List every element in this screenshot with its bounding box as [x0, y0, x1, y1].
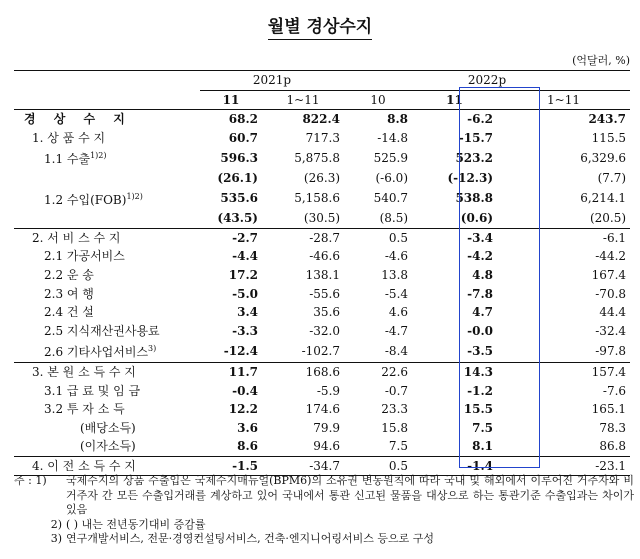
unit-label: (억달러, %)	[572, 54, 630, 67]
page-title: 월별 경상수지	[0, 12, 640, 37]
cell-value: (26.3)	[303, 170, 341, 185]
table-row	[14, 169, 630, 188]
cell-value: 138.1	[305, 267, 341, 282]
cell-value: 540.7	[373, 191, 409, 206]
table-row	[14, 228, 630, 247]
cell-value: -55.6	[309, 286, 341, 301]
cell-value: -32.4	[595, 323, 627, 338]
cell-value: -1.5	[200, 456, 262, 476]
cell-value: -3.3	[232, 323, 258, 338]
cell-value: -5.4	[384, 286, 409, 301]
cell-value: 525.9	[373, 150, 409, 165]
row-label: 2.6 기타사업서비스$^{3)}$	[44, 344, 157, 360]
cell-value: 60.7	[228, 130, 258, 145]
cell-value: -28.7	[262, 228, 344, 247]
cell-value: -1.4	[412, 456, 497, 476]
cell-value: -4.4	[232, 249, 258, 264]
cell-value: 4.6	[388, 305, 409, 320]
row-label: 2.5 지식재산권사용료	[44, 323, 160, 338]
row-label: 2.2 운 송	[44, 267, 94, 282]
cell-value: 168.6	[262, 362, 344, 381]
cell-value: -7.8	[467, 286, 494, 301]
cell-value: 157.4	[497, 362, 630, 381]
cell-value: -4.2	[467, 249, 494, 264]
cell-value: 8.1	[472, 439, 494, 454]
cell-value: -8.4	[384, 343, 409, 358]
cell-value: 11.7	[200, 362, 262, 381]
table-row	[14, 129, 630, 148]
balance-table	[14, 70, 630, 476]
table-row	[14, 266, 630, 285]
cell-value: 4.8	[472, 267, 494, 282]
cell-value: 7.5	[388, 439, 409, 454]
cell-value: (0.6)	[460, 211, 494, 226]
cell-value: -7.6	[602, 383, 627, 398]
cell-value: 243.7	[497, 110, 630, 129]
table-row	[14, 419, 630, 438]
cell-value: 5,158.6	[294, 191, 341, 206]
cell-value: 14.3	[412, 362, 497, 381]
cell-value: 167.4	[591, 267, 627, 282]
row-label: 1. 상 품 수 지	[32, 130, 106, 145]
cell-value: -46.6	[309, 249, 341, 264]
cell-value: 22.6	[344, 362, 412, 381]
cell-value: 538.8	[455, 191, 494, 206]
cell-value: 5,875.8	[294, 150, 341, 165]
table-row	[14, 147, 630, 169]
table-row	[14, 340, 630, 362]
cell-value: 13.8	[381, 267, 409, 282]
row-label: 1.2 수입(FOB)$^{1)2)}$	[44, 191, 143, 207]
table-row	[14, 188, 630, 210]
cell-value: 86.8	[599, 439, 627, 454]
row-label: 2.4 건 설	[44, 305, 94, 320]
cell-value: -3.5	[467, 343, 494, 358]
cell-value: -14.8	[377, 130, 409, 145]
table-row	[14, 285, 630, 304]
table-row	[14, 437, 630, 456]
table-row	[14, 322, 630, 341]
cell-value: -0.0	[467, 323, 494, 338]
table-row	[14, 362, 630, 381]
header-2021: 2021p	[200, 71, 344, 91]
cell-value: -12.4	[223, 343, 258, 358]
footnote-2: 2) ( ) 내는 전년동기대비 증감률	[50, 517, 206, 531]
cell-value: 4.7	[472, 305, 494, 320]
row-label: 경 상 수 지	[14, 110, 200, 129]
cell-value: -34.7	[262, 456, 344, 476]
cell-value: -6.1	[497, 228, 630, 247]
cell-value: 94.6	[313, 439, 341, 454]
table-row	[14, 209, 630, 228]
cell-value: (7.7)	[597, 170, 627, 185]
cell-value: 535.6	[220, 191, 258, 206]
table-row	[14, 400, 630, 419]
row-label: (배당소득)	[80, 420, 136, 435]
cell-value: -2.7	[200, 228, 262, 247]
cell-value: 78.3	[599, 420, 627, 435]
cell-value: -23.1	[497, 456, 630, 476]
cell-value: -6.2	[412, 110, 497, 129]
cell-value: -0.4	[232, 383, 258, 398]
cell-value: 596.3	[220, 150, 258, 165]
cell-value: 79.9	[313, 420, 341, 435]
cell-value: 6,329.6	[580, 150, 627, 165]
footnote-1: 주 : 1) 국제수지의 상품 수출입은 국제수지매뉴얼(BPM6)의 소유권 변동원칙에 따라 국내 및 해외에서 이루어진 거주자와 비거주자 간 모든 수출입거래를 계상하고 있어 국내에서 통관 신고된 물품을 대상으로 하는 통관기준 수출입과는 차이가 있음	[14, 474, 634, 516]
row-label	[14, 169, 200, 188]
header-2022: 2022p	[344, 71, 630, 91]
row-label: 3.1 급 료 및 임 금	[44, 383, 141, 398]
cell-value: -70.8	[595, 286, 627, 301]
cell-value: 523.2	[455, 150, 494, 165]
cell-value: 15.8	[381, 420, 409, 435]
cell-value: 3.6	[237, 420, 258, 435]
cell-value: 6,214.1	[580, 191, 627, 206]
cell-value: 44.4	[599, 305, 627, 320]
cell-value: (-12.3)	[447, 170, 494, 185]
cell-value: (8.5)	[379, 211, 409, 226]
row-label: 2.1 가공서비스	[44, 249, 125, 264]
cell-value: -4.7	[384, 323, 409, 338]
cell-value: -102.7	[301, 343, 341, 358]
cell-value: 8.6	[237, 439, 258, 454]
footnotes	[14, 474, 634, 547]
row-label: 3. 본 원 소 득 수 지	[14, 362, 200, 381]
col-header: 1~11	[497, 90, 630, 110]
col-header: 11	[412, 90, 497, 110]
cell-value: -3.4	[412, 228, 497, 247]
cell-value: (26.1)	[217, 170, 258, 185]
table-row	[14, 110, 630, 129]
cell-value: -4.6	[384, 249, 409, 264]
cell-value: 8.8	[344, 110, 412, 129]
cell-value: 7.5	[472, 420, 494, 435]
cell-value: -5.9	[316, 383, 341, 398]
table-row	[14, 247, 630, 266]
cell-value: 68.2	[200, 110, 262, 129]
row-label	[14, 209, 200, 228]
cell-value: -32.0	[309, 323, 341, 338]
cell-value: 822.4	[262, 110, 344, 129]
cell-value: 174.6	[305, 402, 341, 417]
cell-value: 15.5	[463, 402, 494, 417]
cell-value: 0.5	[344, 456, 412, 476]
cell-value: -15.7	[458, 130, 494, 145]
cell-value: 35.6	[313, 305, 341, 320]
row-label: 2. 서 비 스 수 지	[14, 228, 200, 247]
cell-value: 12.2	[228, 402, 258, 417]
row-label: (이자소득)	[80, 439, 136, 454]
row-label: 3.2 투 자 소 득	[44, 402, 125, 417]
cell-value: 23.3	[381, 402, 409, 417]
cell-value: 3.4	[237, 305, 258, 320]
cell-value: (43.5)	[217, 211, 258, 226]
cell-value: -0.7	[384, 383, 409, 398]
col-header: 11	[200, 90, 262, 110]
cell-value: -44.2	[595, 249, 627, 264]
cell-value: 17.2	[228, 267, 258, 282]
table-row	[14, 382, 630, 401]
cell-value: 165.1	[591, 402, 627, 417]
cell-value: 115.5	[591, 130, 627, 145]
footnote-3: 3) 연구개발서비스, 전문·경영컨설팅서비스, 건축·엔지니어링서비스 등으로 구성	[50, 532, 435, 545]
cell-value: (-6.0)	[375, 170, 409, 185]
cell-value: -1.2	[467, 383, 494, 398]
header-blank	[14, 71, 200, 110]
row-label: 4. 이 전 소 득 수 지	[14, 456, 200, 476]
row-label: 1.1 수출$^{1)2)}$	[44, 151, 107, 167]
col-header: 1~11	[262, 90, 344, 110]
cell-value: 717.3	[305, 130, 341, 145]
cell-value: -5.0	[232, 286, 258, 301]
table-row	[14, 303, 630, 322]
row-label: 2.3 여 행	[44, 286, 94, 301]
cell-value: -97.8	[595, 343, 627, 358]
cell-value: 0.5	[344, 228, 412, 247]
cell-value: (30.5)	[303, 211, 341, 226]
cell-value: (20.5)	[589, 211, 627, 226]
col-header: 10	[344, 90, 412, 110]
